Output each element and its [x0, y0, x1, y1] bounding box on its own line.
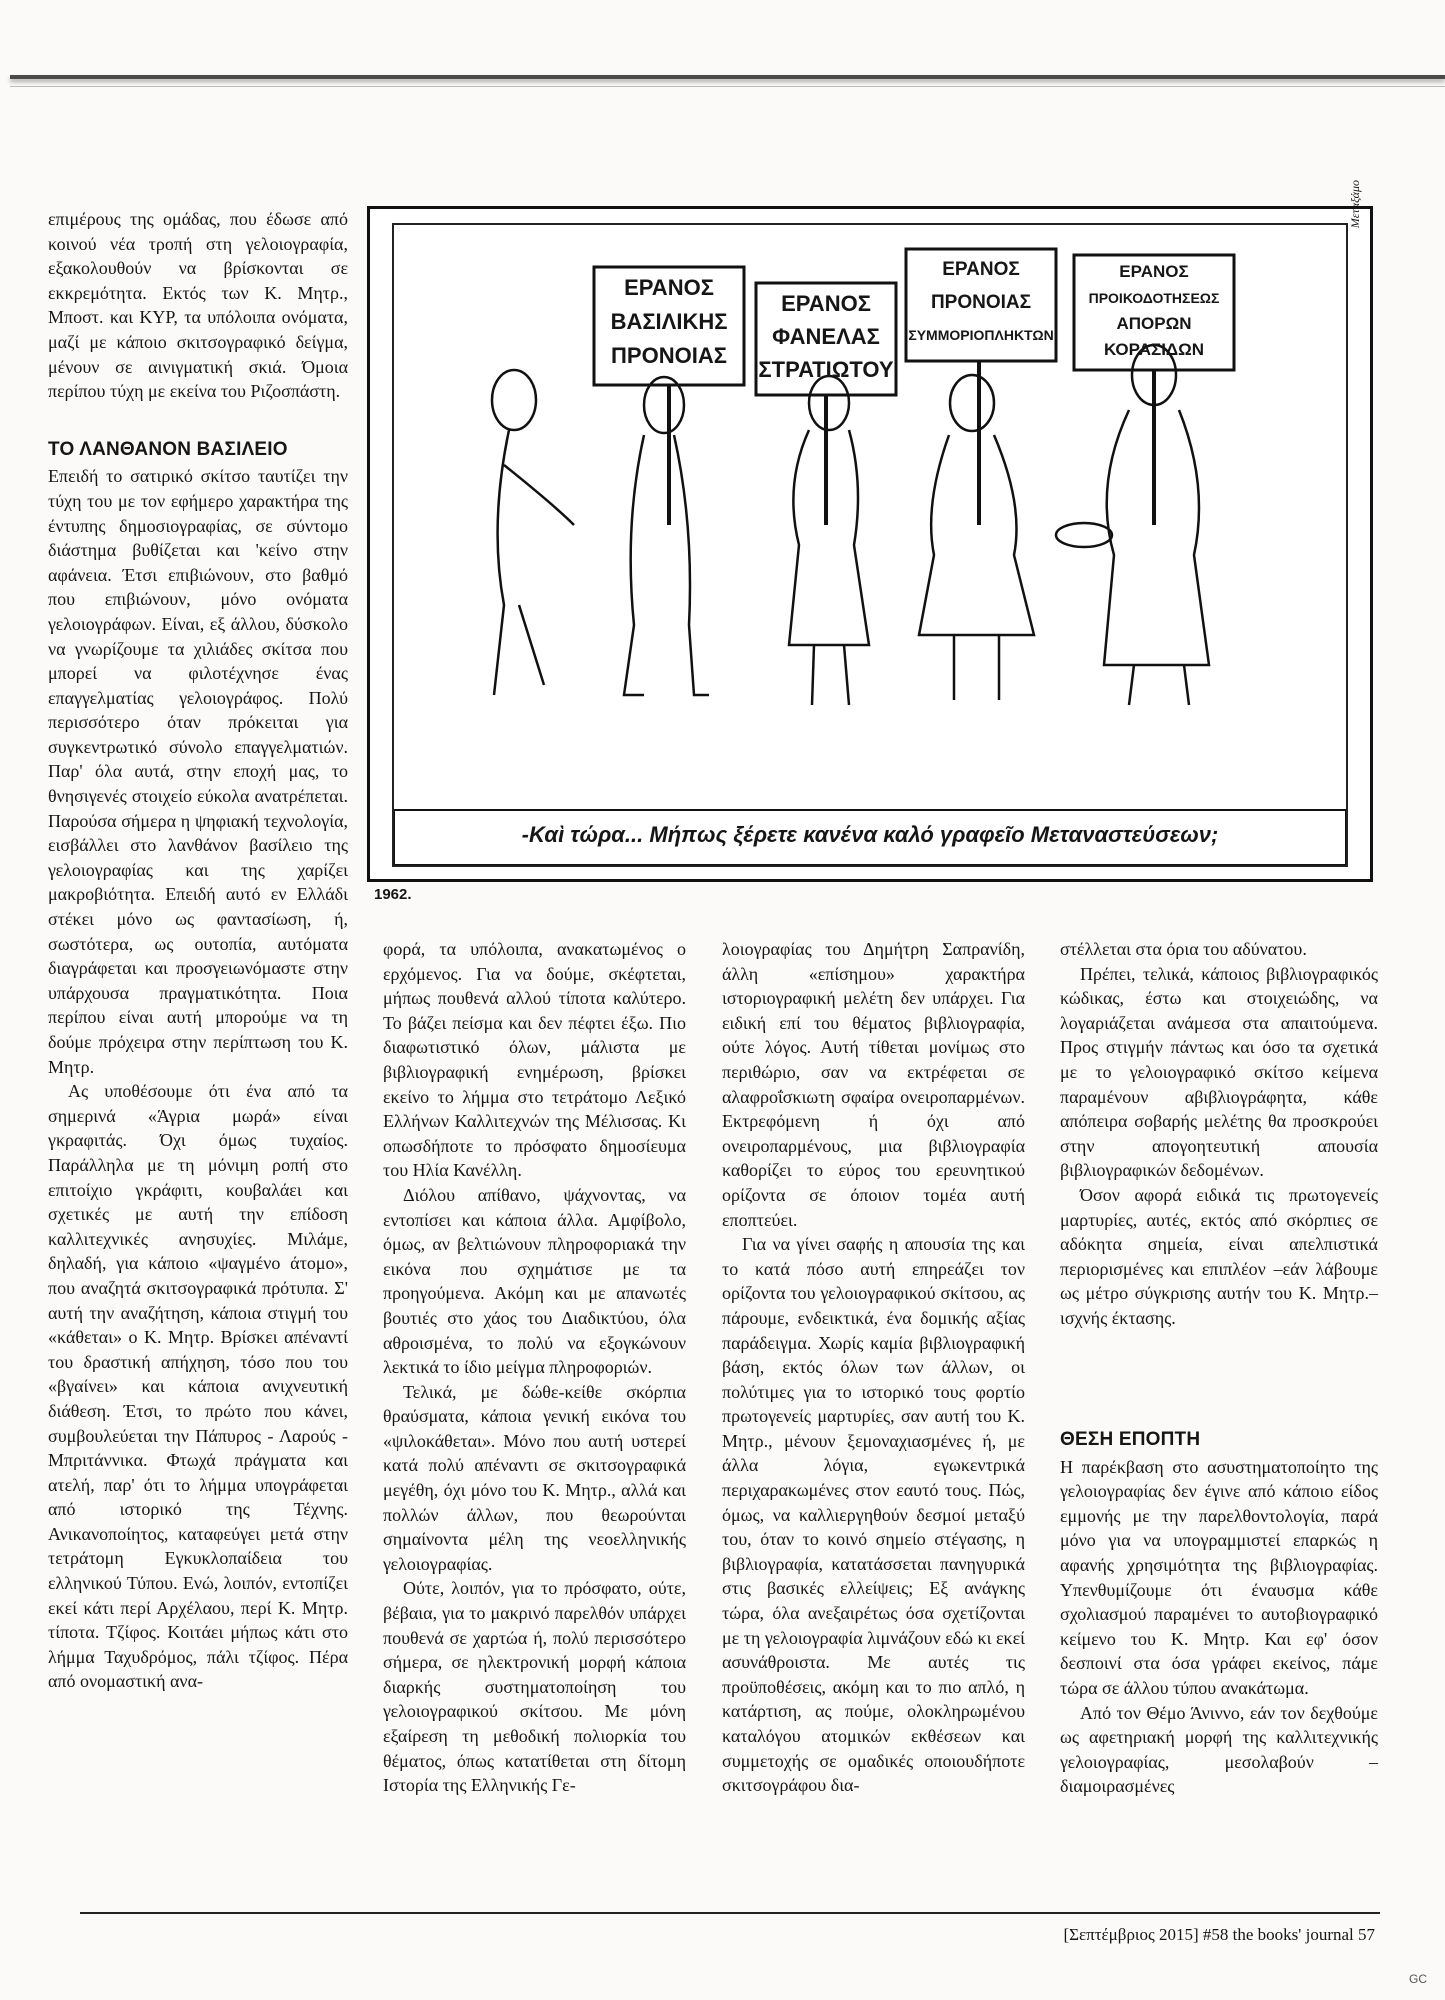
cartoon-year: 1962. [374, 886, 412, 903]
cartoon-frame [367, 206, 1373, 882]
paragraph: Τελικά, με δώθε-κείθε σκόρπια θραύσματα, κάποια γενική εικόνα του «ψιλοκάθεται». Μόνο που αυτή υστερεί κατά πολύ απέναντι σε σκιτσογραφικά μεγέθη, όχι μόνο του Κ. Μητρ., αλλά και πολλών άλλων, που θεωρούνται σημαίνοντα μέλη της νεοελληνικής γελοιογραφίας. [383, 1381, 686, 1574]
paragraph: Από τον Θέμο Άνιννο, εάν τον δεχθούμε ως αφετηριακή μορφή της καλλιτεχνικής γελοιογραφίας, μεσολαβούν –διαμοιρασμένες [1060, 1702, 1378, 1797]
footer-rule [80, 1912, 1380, 1914]
section-heading: ΘΕΣΗ ΕΠΟΠΤΗ [1060, 1429, 1201, 1450]
page-footer: [Σεπτέμβριος 2015] #58 the books' journal 57 [1063, 1925, 1375, 1944]
cartoon-credit: Μεταξάμο [1348, 180, 1362, 229]
column-1 [48, 207, 348, 1694]
paragraph: Διόλου απίθανο, ψάχνοντας, να εντοπίσει και κάποια άλλα. Αμφίβολο, όμως, αν βελτιώνουν πληροφοριακά την εικόνα που σχημάτισε με τα προηγούμενα. Ακόμη και με απανωτές βουτιές στο χάος του Διαδικτύου, όλα αθροισμένα, το πολύ να εξογκώνουν λεκτικά το ίδιο μείγμα πληροφοριών. [383, 1184, 686, 1378]
section-heading: ΤΟ ΛΑΝΘΑΝΟΝ ΒΑΣΙΛΕΙΟ [48, 438, 288, 460]
corner-mark: GC [1409, 1972, 1427, 1986]
paragraph: Όσον αφορά ειδικά τις πρωτογενείς μαρτυρίες, αυτές, εκτός από σκόρπιες σε αδόκητα σημεία, είναι απελπιστικά περιορισμένες και επιπλέον –εάν λάβουμε ως μέτρο σύγκρισης αυτήν του Κ. Μητρ.– ισχνής έκτασης. [1060, 1184, 1378, 1328]
paragraph: Επειδή το σατιρικό σκίτσο ταυτίζει την τύχη του με τον εφήμερο χαρακτήρα της έντυπης δημοσιογραφίας, σε σύντομο διάστημα βυθίζεται και 'κείνο στην αφάνεια. Έτσι επιβιώνουν, στο βαθμό που επιβιώνουν, μόνο ονόματα γελοιογράφων. Είναι, εξ άλλου, δύσκολο να γνωρίζουμε τα χιλιάδες σκίτσα που μπορεί να φιλοτέχνησε ένας επαγγελματίας γελοιογράφος. Πολύ περισσότερο όταν πρόκειται για συγκεντρωτικό σύνολο επαγγελματιών. Παρ' όλα αυτά, στην εποχή μας, το θνησιγενές στοιχείο εύκολα ανατρέπεται. Παρούσα σήμερα η ψηφιακή τεχνολογία, εισβάλλει στο λανθάνον βασίλειο της γελοιογραφίας και της χαρίζει μακροβιότητα. Επειδή αυτό εν Ελλάδι στέκει μόνο ως φαντασίωση, ή, σωστότερα, ως ουτοπία, αυτόματα διαγράφεται και προσγειωνόμαστε στην υπάρχουσα πραγματικότητα. Ποια περίπου είναι αυτή μπορούμε να τη δούμε πρόχειρα στην περίπτωση του Κ. Μητρ. [48, 466, 348, 1077]
cartoon-caption: -Καὶ τώρα... Μήπως ξέρετε κανένα καλό γραφεῖο Μεταναστεύσεων; [521, 822, 1219, 847]
top-rule [10, 75, 1445, 79]
column-3 [722, 937, 1025, 1798]
cartoon [392, 223, 1348, 867]
sign-3-text: ΕΡΑΝΟΣ ΠΡΟΝΟΙΑΣ ΣΥΜΜΟΡΙΟΠΛΗΚΤΩΝ [908, 259, 1054, 343]
paragraph: Ας υποθέσουμε ότι ένα από τα σημερινά «Άγρια μωρά» είναι γκραφιτάς. Όχι όμως τυχαίος. Παράλληλα με τη μόνιμη ροπή στο επιτοίχιο γκράφιτι, κουβαλάει και σχετικές με αυτή την επίδοση καλλιτεχνικές ανησυχίες. Μιλάμε, δηλαδή, για κάποιο «ψαγμένο άτομο», που αναζητά σκιτσογραφικά πρότυπα. Σ' αυτή την αναζήτηση, κάποια στιγμή του «κάθεται» ο Κ. Μητρ. Βρίσκει απέναντί του δραστική απήχηση, τόσο που του «βγαίνει» και κάποια ανιχνευτική διάθεση. Έτσι, το πρώτο που κάνει, συμβουλεύεται την Πάπυρος - Λαρούς - Μπριτάννικα. Φτωχά πράγματα και ατελή, παρ' ότι το λήμμα υπογράφεται από ιστορικό της Τέχνης. Ανικανοποίητος, καταφεύγει μετά στην τετράτομη Εγκυκλοπαίδεια του ελληνικού Τύπου. Ενώ, λοιπόν, εντοπίζει εκεί κάτι περί Αρχέλαου, περί Κ. Μητρ. τίποτα. Τζίφος. Κοιτάει μήπως κάτι στο λήμμα Ταχυδρόμος, πάλι τζίφος. Πέρα από ονομαστική ανα- [48, 1081, 348, 1692]
paragraph: στέλλεται στα όρια του αδύνατου. [1060, 939, 1307, 959]
paragraph: Για να γίνει σαφής η απουσία της και το κατά πόσο αυτή επηρεάζει τον ορίζοντα του γελοιογραφικού σκίτσου, ας πάρουμε, ενδεικτικά, ένα δομικής αξίας παράδειγμα. Χωρίς καμία βιβλιογραφική βάση, εκτός όλων των άλλων, οι πολύτιμες για το ιστορικό τους φορτίο πρωτογενείς μαρτυρίες, σαν αυτή του Κ. Μητρ., μένουν ξεμοναχιασμένες ή, με άλλα λόγια, εγωκεντρικά περιχαρακωμένες στον εαυτό τους. Πώς, όμως, να καλλιεργηθούν δεσμοί μεταξύ του, όταν το κοινό σημείο στέγασης, η βιβλιογραφία, κατατάσσεται πανηγυρικά στις βασικές ελλείψεις; Εξ ανάγκης τώρα, όλα ανεξαιρέτως όσα σχετίζονται με τη γελοιογραφία λιμνάζουν εδώ κι εκεί ασυνάθροιστα. Με αυτές τις προϋποθέσεις, ακόμη και το πιο απλό, η κατάρτιση, ας πούμε, ολοκληρωμένου καταλόγου ατομικών εκθέσεων και συμμετοχής σε ομαδικές οποιουδήποτε σκιτσογράφου δια- [722, 1234, 1025, 1796]
paragraph: Πρέπει, τελικά, κάποιος βιβλιογραφικός κώδικας, έστω και στοιχειώδης, να λογαριάζεται ανάμεσα στα απαιτούμενα. Προς στιγμήν πάντως και όσο τα σχετικά με το γελοιογραφικό σκίτσο κείμενα παραμένουν αβιβλιογράφητα, κάθε απόπειρα σοβαρής μελέτης θα προσκρούει στην απογοητευτική απουσία βιβλιογραφικών δεδομένων. [1060, 963, 1378, 1181]
paragraph: Η παρέκβαση στο ασυστηματοποίητο της γελοιογραφίας δεν έγινε από κάποιο είδος εμμονής με την παρελθοντολογία, παρά μόνο για να υπογραμμιστεί επαρκώς η αφανής χρησιμότητα της βιβλιογραφίας. Υπενθυμίζουμε ότι έναυσμα κάθε σχολιασμού παραμένει το αυτοβιογραφικό κείμενο του Κ. Μητρ. Και εφ' όσον δεσποινί στα όσα γράφει εκείνος, πάμε τώρα σε άλλου τύπου ανακάτωμα. [1060, 1456, 1378, 1698]
sign-4-text: ΕΡΑΝΟΣ ΠΡΟΙΚΟΔΟΤΗΣΕΩΣ ΑΠΟΡΩΝ ΚΟΡΑΣΙΔΩΝ [1088, 262, 1220, 359]
paragraph: λοιογραφίας του Δημήτρη Σαπρανίδη, άλλη «επίσημου» χαρακτήρα ιστοριογραφική μελέτη δεν υπάρχει. Για ειδική επί του θέματος βιβλιογραφία, ούτε λόγος. Αυτή τίθεται μονίμως στο περιθώριο, σαν να εκτρέφεται σε αλαφροΐσκιωτη σφαίρα ονειροπαρμένων. Εκτρεφόμενη ή όχι από ονειροπαρμένους, μια βιβλιογραφία καθορίζει το εύρος του ερευνητικού ορίζοντα σε όποιον τομέα αυτή εποπτεύει. [722, 939, 1025, 1230]
paragraph: επιμέρους της ομάδας, που έδωσε από κοινού νέα τροπή στη γελοιογραφία, εξακολουθούν να βρίσκονται σε εκκρεμότητα. Εκτός των Κ. Μητρ., Μποστ. και ΚΥΡ, τα υπόλοιπα ονόματα, μαζί με κάποιο σκιτσογραφικό δείγμα, μένουν σε αινιγματική σκιά. Όμοια περίπου τύχη με εκείνα του Ριζοσπάστη. [48, 209, 348, 402]
column-4-bottom [1060, 1428, 1378, 1799]
paragraph: φορά, τα υπόλοιπα, ανακατωμένος ο ερχόμενος. Για να δούμε, σκέφτεται, μήπως πουθενά αλλού τίποτα καλύτερο. Το βάζει πείσμα και δεν πέφτει έξω. Πιο διαφωτιστικό όλων, μάλιστα με βιβλιογραφική ενημέρωση, βρίσκει εκείνο το λήμμα στο τετράτομο Λεξικό Ελλήνων Καλλιτεχνών της Μέλισσας. Κι οπωσδήποτε το πρόσφατο δημοσίευμα του Ηλία Κανέλλη. [383, 939, 686, 1181]
paragraph: Ούτε, λοιπόν, για το πρόσφατο, ούτε, βέβαια, για το μακρινό παρελθόν υπάρχει πουθενά σε χαρτώα ή, πολύ περισσότερο σήμερα, σε ηλεκτρονική μορφή κάποια διαρκής συστηματοποίηση του γελοιογραφικού σκίτσου. Με μόνη εξαίρεση τη μεθοδική πολιορκία του θέματος, όπως κατατίθεται στη δίτομη Ιστορία της Ελληνικής Γε- [383, 1578, 686, 1796]
column-4 [1060, 937, 1378, 1331]
sign-1-text: ΕΡΑΝΟΣ ΒΑΣΙΛΙΚΗΣ ΠΡΟΝΟΙΑΣ [610, 275, 728, 368]
top-rule-thin [10, 86, 1445, 87]
sign-2-text: ΕΡΑΝΟΣ ΦΑΝΕΛΑΣ ΣΤΡΑΤΙΩΤΟΥ [758, 291, 894, 382]
column-2 [383, 937, 686, 1798]
